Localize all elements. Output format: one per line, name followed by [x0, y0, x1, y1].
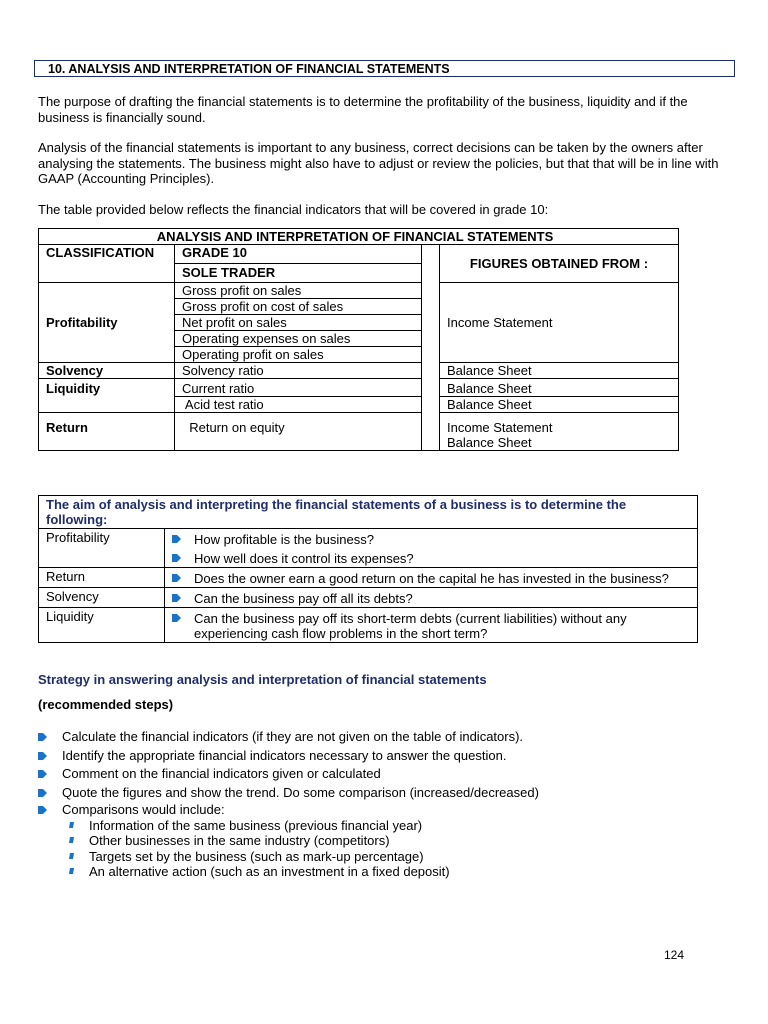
source-cell: Income Statement — [440, 283, 679, 363]
indicator-item: Gross profit on cost of sales — [175, 299, 421, 315]
col-sole-trader: SOLE TRADER — [182, 265, 276, 280]
indicator-item: Operating expenses on sales — [175, 331, 421, 347]
comparison-item: An alternative action (such as an investment in a fixed deposit) — [38, 864, 728, 880]
step-item: Comparisons would include: — [38, 802, 728, 818]
section-heading: 10. ANALYSIS AND INTERPRETATION OF FINANCIAL STATEMENTS — [48, 62, 450, 76]
step-item: Calculate the financial indicators (if they are not given on the table of indicators). — [38, 728, 728, 747]
arrow-bullet-icon — [172, 534, 181, 544]
source-cell: Balance Sheet — [440, 379, 679, 397]
section-heading-box — [34, 60, 735, 77]
source-cell: Balance Sheet — [440, 363, 679, 379]
step-item: Comment on the financial indicators given or calculated — [38, 765, 728, 784]
source-line: Balance Sheet — [447, 435, 532, 450]
row-classification: Solvency — [39, 363, 175, 379]
indicator-item: Current ratio — [175, 379, 422, 397]
arrow-bullet-icon — [172, 593, 181, 603]
aim-question: Can the business pay off all its debts? — [172, 589, 690, 606]
indicators-table-title: ANALYSIS AND INTERPRETATION OF FINANCIAL STATEMENTS — [39, 229, 679, 245]
intro-paragraph-3: The table provided below reflects the financial indicators that will be covered in grade 10: — [38, 202, 549, 217]
aim-question: Does the owner earn a good return on the capital he has invested in the business? — [172, 569, 690, 586]
intro-paragraph-1: The purpose of drafting the financial statements is to determine the profitability of the business, liquidity and if the business is financially sound. — [38, 94, 688, 125]
square-bullet-icon — [69, 837, 74, 843]
arrow-bullet-icon — [38, 769, 47, 779]
arrow-bullet-icon — [38, 732, 47, 742]
square-bullet-icon — [69, 822, 74, 828]
aim-question: How profitable is the business? — [172, 530, 690, 547]
comparison-item: Targets set by the business (such as mark-up percentage) — [38, 849, 728, 865]
step-item: Identify the appropriate financial indicators necessary to answer the question. — [38, 747, 728, 766]
aim-question: How well does it control its expenses? — [172, 547, 690, 566]
arrow-bullet-icon — [172, 613, 181, 623]
indicator-item: Gross profit on sales — [175, 283, 421, 299]
aim-label: Profitability — [39, 529, 165, 568]
arrow-bullet-icon — [38, 788, 47, 798]
arrow-bullet-icon — [172, 553, 181, 563]
aim-question: Can the business pay off its short-term debts (current liabilities) without any experiencing cash flow problems in the short term? — [172, 609, 690, 641]
strategy-subtitle: (recommended steps) — [38, 697, 174, 712]
arrow-bullet-icon — [172, 573, 181, 583]
comparison-item: Information of the same business (previous financial year) — [38, 818, 728, 834]
arrow-bullet-icon — [38, 805, 47, 815]
step-item: Quote the figures and show the trend. Do some comparison (increased/decreased) — [38, 784, 728, 803]
square-bullet-icon — [69, 868, 74, 874]
source-cell: Balance Sheet — [440, 397, 679, 413]
col-figures: FIGURES OBTAINED FROM : — [440, 245, 679, 283]
aim-label: Liquidity — [39, 608, 165, 643]
col-grade: GRADE 10 — [175, 245, 421, 264]
row-classification: Liquidity — [39, 379, 175, 413]
indicator-item: Solvency ratio — [175, 363, 422, 379]
square-bullet-icon — [69, 853, 74, 859]
col-classification: CLASSIFICATION — [39, 245, 175, 283]
indicator-item: Acid test ratio — [175, 397, 422, 413]
aim-label: Solvency — [39, 588, 165, 608]
indicator-item: Operating profit on sales — [182, 347, 324, 362]
indicator-item: Net profit on sales — [175, 315, 421, 331]
aim-table-heading: The aim of analysis and interpreting the financial statements of a business is to determine the following: — [39, 496, 698, 529]
source-line: Income Statement — [447, 420, 553, 435]
strategy-steps — [38, 728, 728, 880]
indicator-item: Return on equity — [175, 413, 422, 451]
arrow-bullet-icon — [38, 751, 47, 761]
aim-table — [38, 495, 698, 643]
indicators-table — [38, 228, 679, 451]
row-classification: Profitability — [39, 283, 175, 363]
aim-label: Return — [39, 568, 165, 588]
table-gap-column — [422, 245, 440, 451]
row-classification: Return — [39, 413, 175, 451]
strategy-title: Strategy in answering analysis and interpretation of financial statements — [38, 672, 487, 687]
intro-paragraph-2: Analysis of the financial statements is important to any business, correct decisions can be taken by the owners after analysing the statements. The business might also have to adjust or review the policies, but that that will be in line with GAAP (Accounting Principles). — [38, 140, 719, 186]
page-number: 124 — [664, 948, 685, 962]
comparison-item: Other businesses in the same industry (competitors) — [38, 833, 728, 849]
strategy-section — [38, 672, 728, 880]
